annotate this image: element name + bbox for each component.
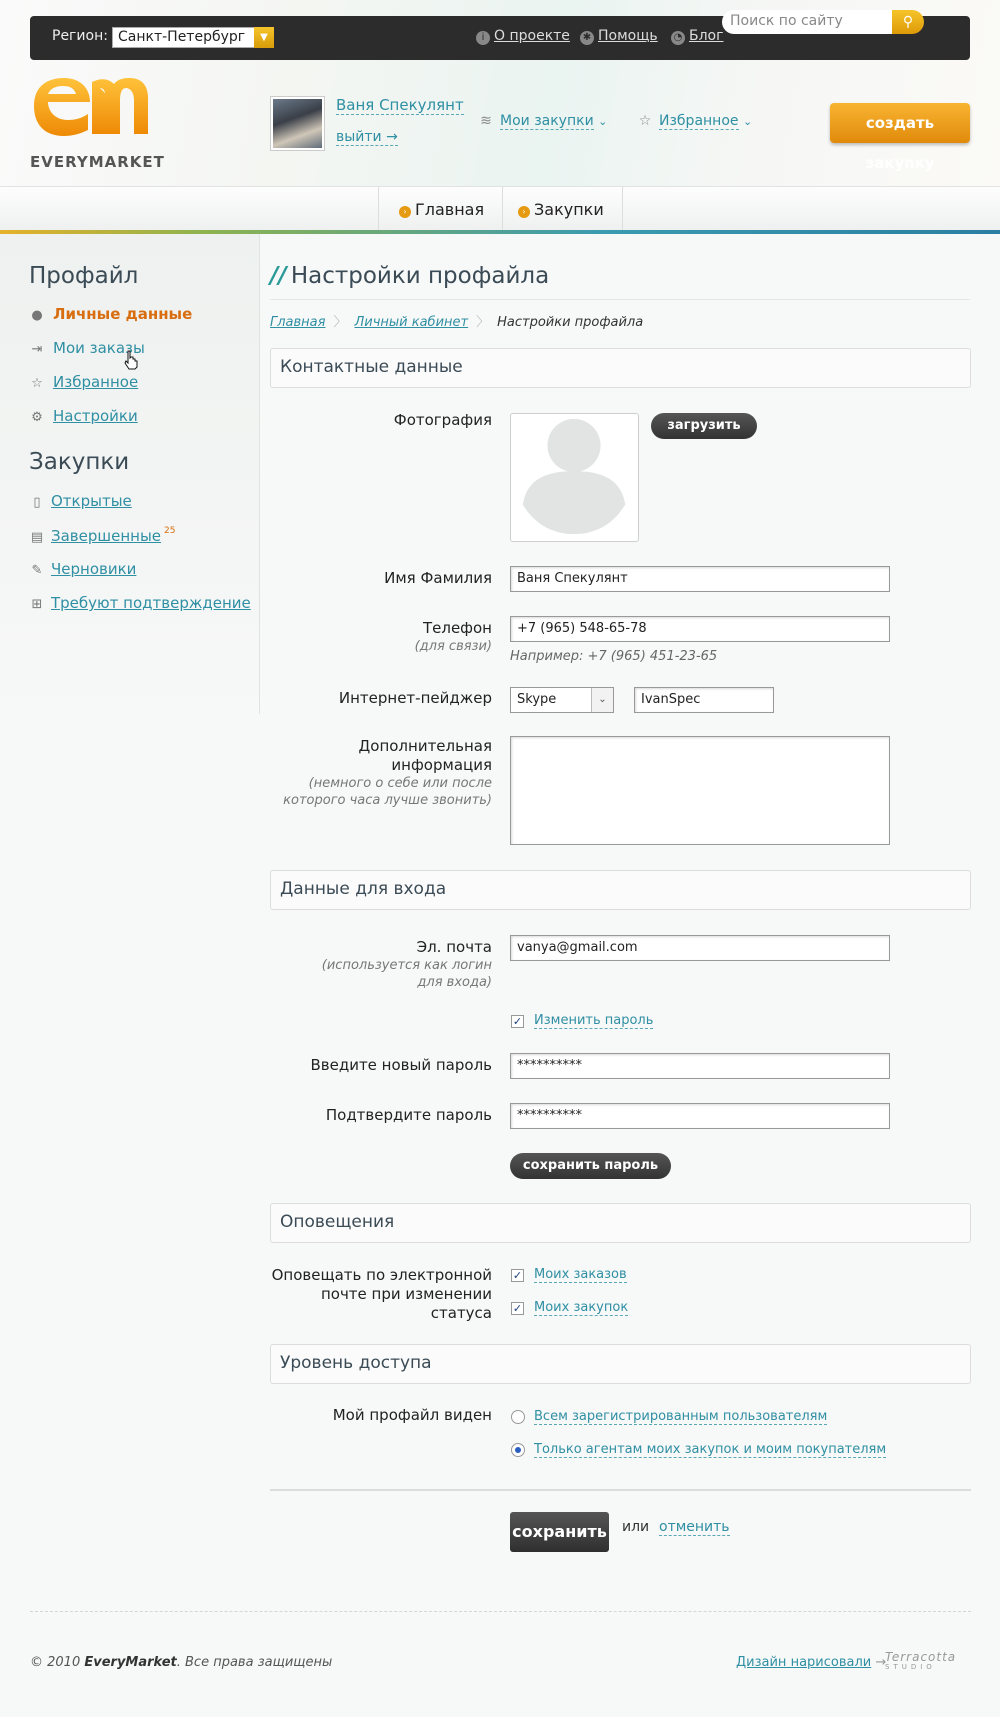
region-value: Санкт-Петербург bbox=[118, 29, 246, 45]
title-slashes-icon: // bbox=[270, 263, 287, 289]
copyright bbox=[30, 1655, 332, 1670]
studio-sub: STUDIO bbox=[885, 1663, 936, 1671]
divider bbox=[270, 1489, 971, 1491]
layers-icon: ≋ bbox=[480, 113, 492, 129]
im-type-value: Skype bbox=[517, 692, 557, 707]
about-link[interactable] bbox=[476, 28, 570, 45]
sidebar-item-label: Требуют подтверждение bbox=[51, 594, 251, 612]
breadcrumb-home[interactable]: Главная bbox=[270, 315, 326, 330]
draft-icon: ✎ bbox=[31, 563, 43, 578]
search-button[interactable] bbox=[892, 10, 924, 34]
notify-orders-link[interactable]: Моих заказов bbox=[534, 1267, 627, 1282]
sidebar-item-label: Мои заказы bbox=[53, 339, 145, 357]
orders-icon: ⇥ bbox=[31, 342, 43, 357]
nav-item-purchases-label: Закупки bbox=[534, 200, 604, 219]
help-icon: ✱ bbox=[580, 31, 594, 45]
copyright-prefix: © 2010 bbox=[30, 1655, 85, 1670]
blog-icon: ◔ bbox=[671, 31, 685, 45]
name-field[interactable]: Ваня Спекулянт bbox=[510, 566, 890, 592]
main-nav bbox=[0, 186, 1000, 232]
extra-info-hint-line2: которого часа лучше звонить) bbox=[283, 793, 492, 808]
design-link[interactable]: Дизайн нарисовали bbox=[736, 1655, 872, 1670]
access-agents-link[interactable]: Только агентам моих закупок и моим покупателям bbox=[534, 1442, 887, 1457]
hand-cursor-icon bbox=[124, 350, 138, 370]
confirm-password-label: Подтвердите пароль bbox=[325, 1106, 492, 1124]
section-notifications-heading: Оповещения bbox=[270, 1203, 971, 1243]
arrow-icon: › bbox=[518, 206, 530, 218]
arrow-right-icon: → bbox=[875, 1655, 887, 1670]
search-icon: ⚲ bbox=[902, 14, 914, 30]
profile-photo bbox=[510, 413, 639, 542]
my-purchases-label: Мои закупки bbox=[500, 113, 594, 129]
extra-info-hint-line1: (немного о себе или после bbox=[308, 776, 492, 791]
extra-info-label-line1: Дополнительная bbox=[358, 737, 492, 755]
sidebar-item-settings[interactable] bbox=[29, 407, 138, 426]
logo[interactable] bbox=[30, 76, 150, 136]
breadcrumb-separator-icon: 〉 bbox=[333, 315, 347, 330]
page-title bbox=[270, 263, 549, 289]
info-icon: i bbox=[476, 31, 490, 45]
favorites-dropdown[interactable] bbox=[637, 113, 752, 129]
star-icon: ☆ bbox=[638, 113, 652, 129]
access-all-radio[interactable] bbox=[511, 1410, 525, 1424]
sidebar-item-label: Настройки bbox=[53, 407, 138, 425]
chevron-down-icon: ⌄ bbox=[598, 115, 608, 128]
access-all-link[interactable]: Всем зарегистрированным пользователям bbox=[534, 1409, 828, 1424]
save-password-button[interactable]: сохранить пароль bbox=[510, 1153, 671, 1179]
email-label-text: Эл. почта bbox=[416, 938, 492, 956]
sidebar-heading-purchases: Закупки bbox=[29, 449, 130, 475]
section-login-heading: Данные для входа bbox=[270, 870, 971, 910]
user-icon: ● bbox=[31, 308, 43, 323]
phone-label-text: Телефон bbox=[422, 619, 492, 637]
name-label: Имя Фамилия bbox=[384, 569, 492, 587]
logout-link[interactable]: выйти → bbox=[336, 129, 398, 145]
phone-label bbox=[415, 619, 492, 655]
studio-logo[interactable] bbox=[885, 1652, 956, 1672]
notify-orders-checkbox[interactable]: ✓ bbox=[512, 1269, 523, 1282]
confirm-password-field[interactable]: ********** bbox=[510, 1103, 890, 1129]
notifications-label-line3: статуса bbox=[430, 1304, 492, 1322]
photo-label: Фотография bbox=[393, 411, 492, 429]
arrow-icon: › bbox=[399, 206, 411, 218]
breadcrumb-separator-icon: 〉 bbox=[476, 315, 490, 330]
copyright-suffix: . Все права защищены bbox=[176, 1655, 333, 1670]
design-credit bbox=[736, 1655, 886, 1670]
new-password-field[interactable]: ********** bbox=[510, 1053, 890, 1079]
section-contact-heading: Контактные данные bbox=[270, 348, 971, 388]
logo-text: EVERYMARKET bbox=[30, 153, 165, 171]
create-purchase-button[interactable]: создать закупку bbox=[830, 103, 970, 143]
save-button[interactable]: сохранить bbox=[510, 1512, 609, 1552]
avatar[interactable] bbox=[270, 96, 325, 151]
email-label bbox=[322, 938, 492, 991]
new-password-label: Введите новый пароль bbox=[310, 1056, 492, 1074]
cancel-link[interactable]: отменить bbox=[659, 1519, 730, 1535]
sidebar-item-open[interactable] bbox=[29, 492, 132, 511]
studio-name: Terracotta bbox=[885, 1650, 957, 1664]
change-password-checkbox[interactable]: ✓ bbox=[512, 1015, 523, 1028]
sidebar-item-favorites[interactable] bbox=[29, 373, 138, 392]
sidebar-item-label: Личные данные bbox=[53, 305, 193, 323]
star-icon: ☆ bbox=[31, 376, 43, 391]
user-name-link[interactable]: Ваня Спекулянт bbox=[336, 96, 464, 114]
gear-icon: ⚙ bbox=[31, 410, 43, 425]
sidebar-item-label: Черновики bbox=[51, 560, 137, 578]
copyright-brand: EveryMarket bbox=[84, 1655, 177, 1670]
sidebar-item-label: Открытые bbox=[51, 492, 132, 510]
my-purchases-dropdown[interactable] bbox=[478, 113, 607, 129]
breadcrumb-current: Настройки профайла bbox=[497, 315, 644, 330]
phone-field[interactable]: +7 (965) 548-65-78 bbox=[510, 616, 890, 642]
sidebar-item-drafts[interactable] bbox=[29, 560, 136, 579]
im-label: Интернет-пейджер bbox=[338, 689, 492, 707]
help-link[interactable] bbox=[580, 28, 658, 45]
region-select[interactable] bbox=[112, 27, 274, 48]
region-label: Регион: bbox=[52, 28, 108, 44]
help-link-label: Помощь bbox=[598, 28, 658, 44]
access-label: Мой профайл виден bbox=[332, 1406, 492, 1424]
search-input[interactable]: Поиск по сайту bbox=[722, 10, 892, 34]
upload-photo-button[interactable]: загрузить bbox=[651, 413, 757, 439]
blog-link-label: Блог bbox=[689, 28, 724, 44]
blog-link[interactable] bbox=[671, 28, 723, 45]
notifications-label-line2: почте при изменении bbox=[320, 1285, 492, 1303]
footer-divider bbox=[30, 1611, 971, 1612]
sidebar-item-need-confirmation[interactable] bbox=[29, 594, 251, 613]
favorites-label: Избранное bbox=[659, 113, 739, 129]
extra-info-label bbox=[283, 737, 492, 809]
chevron-down-icon: ⌄ bbox=[742, 115, 753, 128]
count-badge: 25 bbox=[164, 526, 176, 536]
breadcrumb-cabinet[interactable]: Личный кабинет bbox=[354, 315, 469, 330]
change-password-link[interactable]: Изменить пароль bbox=[534, 1013, 654, 1028]
sidebar-item-personal-data[interactable] bbox=[29, 305, 192, 324]
notify-purchases-link[interactable]: Моих закупок bbox=[534, 1300, 629, 1315]
sidebar-item-label: Избранное bbox=[53, 373, 139, 391]
im-field[interactable]: IvanSpec bbox=[634, 687, 774, 713]
about-link-label: О проекте bbox=[494, 28, 570, 44]
im-type-select[interactable] bbox=[510, 687, 614, 713]
page-title-text: Настройки профайла bbox=[290, 263, 550, 289]
sidebar-item-completed[interactable] bbox=[29, 526, 176, 546]
notifications-label bbox=[272, 1266, 492, 1323]
completed-icon: ▤ bbox=[30, 530, 44, 545]
phone-hint: (для связи) bbox=[414, 639, 492, 654]
phone-example: Например: +7 (965) 451-23-65 bbox=[510, 649, 718, 664]
sidebar-heading-profile: Профайл bbox=[29, 263, 139, 289]
document-icon: ▯ bbox=[33, 495, 41, 510]
notify-purchases-checkbox[interactable]: ✓ bbox=[512, 1302, 523, 1315]
chevron-down-icon: ⌄ bbox=[591, 688, 613, 712]
divider bbox=[270, 299, 970, 300]
nav-item-home[interactable] bbox=[378, 187, 503, 232]
nav-item-home-label: Главная bbox=[415, 200, 485, 219]
section-access-heading: Уровень доступа bbox=[270, 1344, 971, 1384]
sidebar-item-label: Завершенные bbox=[51, 527, 162, 545]
extra-info-textarea[interactable] bbox=[510, 736, 890, 845]
chevron-down-icon: ▼ bbox=[254, 27, 274, 48]
email-hint-line2: для входа) bbox=[417, 975, 492, 990]
email-field[interactable]: vanya@gmail.com bbox=[510, 935, 890, 961]
email-hint-line1: (используется как логин bbox=[321, 958, 492, 973]
extra-info-label-line2: информация bbox=[391, 756, 492, 774]
notifications-label-line1: Оповещать по электронной bbox=[271, 1266, 492, 1284]
confirm-icon: ⊞ bbox=[31, 597, 43, 612]
or-text: или bbox=[622, 1519, 650, 1535]
access-agents-radio[interactable] bbox=[511, 1443, 525, 1457]
breadcrumb bbox=[270, 311, 643, 330]
nav-item-purchases[interactable] bbox=[498, 187, 623, 232]
user-silhouette-icon bbox=[511, 414, 638, 541]
